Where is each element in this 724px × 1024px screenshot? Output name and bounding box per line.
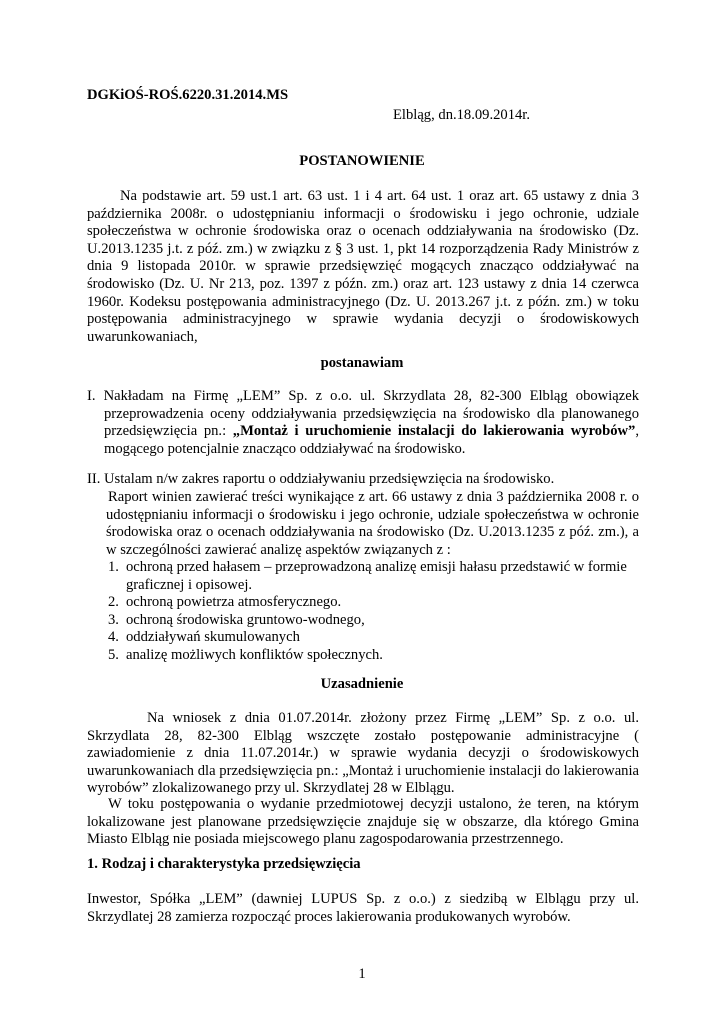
list-item: 2. ochroną powietrza atmosferycznego. — [108, 594, 342, 611]
justification-paragraph-2: W toku postępowania o wydanie przedmiotowej decyzji ustalono, że teren, na którym lokalizowane jest planowane przedsięwzięcie znajduje się w obszarze, dla którego Gmina Miasto Elbląg nie posiada miejscowego planu zagospodarowania przestrzennego. — [87, 796, 639, 848]
justification-paragraph-1: Na wniosek z dnia 01.07.2014r. złożony przez Firmę „LEM” Sp. z o.o. ul. Skrzydlata 28, 82-300 Elbląg wszczęte zostało postępowanie administracyjne ( zawiadomienie z dnia 11.07.2014r.) w sprawie wydania decyzji o środowiskowych uwarunkowaniach dla przedsięwzięcia pn.: „Montaż i uruchomienie instalacji do lakierowania wyrobów” zlokalizowanego przy ul. Skrzydlatej 28 w Elblągu. — [87, 710, 639, 797]
point-II-body: Raport winien zawierać treści wynikające z art. 66 ustawy z dnia 3 października 2008 r. o udostępnianiu informacji o środowisku i jego ochronie, udziale społeczeństwa w ochronie środowiska oraz o ocenach oddziaływania na środowisko (Dz. U.2013.1235 z póź. zm.), a w szczególności zawierać analizę aspektów związanych z : — [106, 489, 639, 558]
list-item: 3. ochroną środowiska gruntowo-wodnego, — [108, 611, 365, 628]
list-item: 1. ochroną przed hałasem – przeprowadzoną analizę emisji hałasu przedstawić w formie graficznej i opisowej. — [108, 559, 627, 593]
point-II-heading: II. Ustalam n/w zakres raportu o oddziaływaniu przedsięwzięcia na środowisko. — [87, 471, 555, 487]
case-reference: DGKiOŚ-ROŚ.6220.31.2014.MS — [87, 87, 289, 103]
intro-paragraph: Na podstawie art. 59 ust.1 art. 63 ust. 1 i 4 art. 64 ust. 1 oraz art. 65 ustawy z dnia 3 października 2008r. o udostępnianiu informacji o środowisku i jego ochronie, udziale społeczeństwa w ochronie środowiska oraz o ocenach oddziaływania na środowisko (Dz. U.2013.1235 j.t. z póź. zm.) w związku z § 3 ust. 1, pkt 14 rozporządzenia Rady Ministrów z dnia 9 listopada 2010r. w sprawie przedsięwzięć mogących znacząco oddziaływać na środowisko (Dz. U. Nr 213, poz. 1397 z późn. zm.) oraz art. 123 ustawy z dnia 14 czerwca 1960r. Kodeksu postępowania administracyjnego (Dz. U. 2013.267 j.t. z późn. zm.) w toku postępowania administracyjnego w sprawie wydania decyzji o środowiskowych uwarunkowaniach, — [87, 188, 639, 345]
report-scope-list — [108, 559, 639, 665]
place-and-date: Elbląg, dn.18.09.2014r. — [393, 107, 531, 123]
decision-heading: postanawiam — [320, 355, 404, 371]
point-I-paragraph — [87, 388, 639, 458]
justification-heading: Uzasadnienie — [320, 676, 404, 692]
project-name: „Montaż i uruchomienie instalacji do lakierowania wyrobów” — [232, 423, 636, 440]
list-item: 4. oddziaływań skumulowanych — [108, 629, 300, 646]
section-1-heading: 1. Rodzaj i charakterystyka przedsięwzięcia — [87, 856, 361, 872]
section-1-paragraph: Inwestor, Spółka „LEM” (dawniej LUPUS Sp. z o.o.) z siedzibą w Elblągu przy ul. Skrzydlatej 28 zamierza rozpocząć proces lakierowania produkowanych wyrobów. — [87, 891, 639, 925]
document-title: POSTANOWIENIE — [299, 153, 425, 169]
page-number: 1 — [358, 966, 366, 982]
point-I-suffix: , mogącego potencjalnie znacząco oddziaływać na środowisko. — [104, 423, 640, 457]
list-item: 5. analizę możliwych konfliktów społecznych. — [108, 646, 383, 663]
point-I-text: I. Nakładam na Firmę „LEM” Sp. z o.o. ul. Skrzydlata 28, 82-300 Elbląg obowiązek przeprowadzenia oceny oddziaływania przedsięwzięcia na środowisko dla planowanego przedsięwzięcia pn.: — [87, 388, 639, 440]
